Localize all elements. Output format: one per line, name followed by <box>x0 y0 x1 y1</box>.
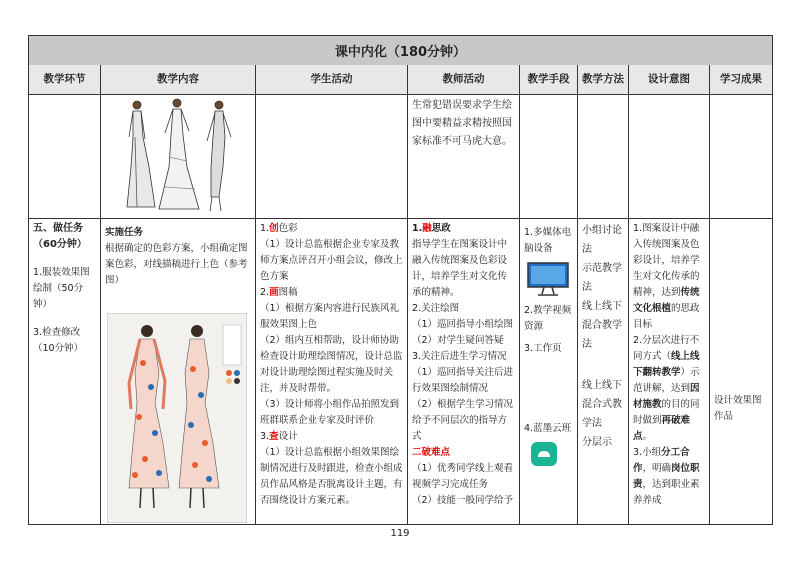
step-number: 1. <box>412 223 423 234</box>
row1-content <box>101 95 256 219</box>
means-item: 4.蓝墨云班 <box>524 423 572 434</box>
teacher-text: 2.关注绘图 <box>412 303 460 314</box>
row2-student <box>256 219 408 525</box>
stage-item: 1.服装效果图绘制（50分钟） <box>33 267 90 310</box>
means-item: 1.多媒体电脑设备 <box>524 227 572 254</box>
row2-method <box>578 219 629 525</box>
intent-text: ）示范讲解，达到 <box>633 367 700 394</box>
row2-means <box>520 219 578 525</box>
row1-method <box>578 95 629 219</box>
intent-highlight: 再破难点 <box>633 415 691 442</box>
step-title: 设计 <box>278 431 298 442</box>
stage-title: 五、做任务 <box>33 223 83 234</box>
intent-highlight: 传统文化根植 <box>633 287 700 314</box>
method-item: 小组讨论法 <box>582 225 622 255</box>
intent-item <box>633 445 705 509</box>
col-header-intent: 设计意图 <box>629 65 710 95</box>
monitor-icon <box>526 261 570 297</box>
method-item: 线上线下混合式教学法 <box>582 380 622 429</box>
row1-means <box>520 95 578 219</box>
row2-teacher <box>408 219 520 525</box>
step-keyword: 画 <box>269 287 279 298</box>
teacher-text: 指导学生在图案设计中融入传统图案及色彩设计，培养学生对文化传承的精神。 <box>412 239 508 298</box>
step-text: （1）根据方案内容进行民族风礼服效果图上色 <box>260 303 400 330</box>
fashion-sketch-figures <box>107 97 247 215</box>
intent-item <box>633 333 705 445</box>
intent-item <box>633 221 705 333</box>
col-header-method: 教学方法 <box>578 65 629 95</box>
method-item: 分层示 <box>582 437 612 448</box>
step-keyword: 查 <box>269 431 279 442</box>
content-heading: 实施任务 <box>105 227 144 238</box>
step-text: （3）设计师将小组作品拍照发到班群联系企业专家及时评价 <box>260 399 400 426</box>
intent-text: 3.小组 <box>633 447 662 458</box>
lesson-table <box>28 35 773 525</box>
teacher-text: （2）对学生疑问答疑 <box>412 335 504 346</box>
col-header-stage: 教学环节 <box>29 65 101 95</box>
teacher-text: （2）技能一般同学给予 <box>412 495 514 506</box>
teacher-text-line: 生常犯错误要求学生绘 <box>412 100 512 111</box>
intent-text: 1.图案设计中融入传统图案及色彩设计，培养学生对文化传承的精神，达到 <box>633 223 700 298</box>
row2-stage <box>29 219 101 525</box>
intent-highlight: 分工合作 <box>633 447 690 474</box>
intent-text: 。 <box>642 431 653 442</box>
step-keyword: 融 <box>422 223 432 234</box>
teacher-keyword: 二破难点 <box>412 447 451 458</box>
intent-text: 的思政目标 <box>633 303 700 330</box>
step-title: 思政 <box>431 223 451 234</box>
intent-highlight: 因材施教 <box>633 383 700 410</box>
stage-item: 3.检查修改（10分钟） <box>33 327 84 354</box>
step-keyword: 创 <box>269 223 279 234</box>
col-header-content: 教学内容 <box>101 65 256 95</box>
intent-text: ，明确 <box>642 463 672 474</box>
col-header-means: 教学手段 <box>520 65 578 95</box>
row1-outcome <box>710 95 772 219</box>
row1-teacher <box>408 95 520 219</box>
intent-highlight: 岗位职责 <box>633 463 700 490</box>
teacher-text-line: 家标准不可马虎大意。 <box>412 136 512 147</box>
teacher-text-line: 图中要精益求精按照国 <box>412 118 512 129</box>
method-item: 线上线下混合教学法 <box>582 301 622 350</box>
row1-stage <box>29 95 101 219</box>
outcome-text: 设计效果图作品 <box>714 395 762 422</box>
intent-highlight: 线上线下翻转教学 <box>633 351 700 378</box>
content-text: 根据确定的色彩方案，小组确定图案色彩，对线描稿进行上色（参考图） <box>105 243 248 286</box>
stage-duration: （60分钟） <box>33 239 87 250</box>
row2-content <box>101 219 256 525</box>
step-text: （2）组内互相帮助，设计师协助检查设计助理绘图情况，设计总监对设计助理绘图过程实施及时关注，并及时帮带。 <box>260 335 403 394</box>
page-number: 119 <box>390 528 410 539</box>
intent-text: ，达到职业素养养成 <box>633 479 700 506</box>
intent-text: 2.分层次进行不同方式（ <box>633 335 700 362</box>
teacher-text: （2）根据学生学习情况给予不同层次的指导方式 <box>412 399 514 442</box>
step-text: （1）设计总监根据小组效果图绘制情况进行及时跟进，检查小组成员作品风格是否脱离设计主题，有否围绕设计方案元素。 <box>260 447 403 506</box>
step-number: 3. <box>260 431 270 442</box>
step-number: 1. <box>260 223 270 234</box>
step-title: 色彩 <box>278 223 298 234</box>
teacher-text: （1）优秀同学线上观看视频学习完成任务 <box>412 463 514 490</box>
method-item: 示范教学法 <box>582 263 622 293</box>
col-header-teacher: 教师活动 <box>408 65 520 95</box>
colored-fashion-illustration <box>107 313 247 523</box>
step-title: 图稿 <box>278 287 298 298</box>
cloud-class-icon <box>530 441 558 467</box>
teacher-text: 3.关注后进生学习情况 <box>412 351 507 362</box>
step-number: 2. <box>260 287 270 298</box>
teacher-text: （1）巡回指导小组绘图 <box>412 319 514 330</box>
row1-intent <box>629 95 710 219</box>
col-header-outcome: 学习成果 <box>710 65 772 95</box>
table-title: 课中内化（180分钟） <box>29 36 772 66</box>
means-item: 3.工作页 <box>524 343 562 354</box>
col-header-student: 学生活动 <box>256 65 408 95</box>
row2-intent <box>629 219 710 525</box>
step-text: （1）设计总监根据企业专家及教师方案点评召开小组会议，修改上色方案 <box>260 239 403 282</box>
teacher-text: （1）巡回指导关注后进行效果图绘制情况 <box>412 367 514 394</box>
intent-text: 的目的同时做到 <box>633 399 700 426</box>
means-item: 2.教学视频资源 <box>524 305 572 332</box>
row1-student <box>256 95 408 219</box>
row2-outcome <box>710 219 772 525</box>
